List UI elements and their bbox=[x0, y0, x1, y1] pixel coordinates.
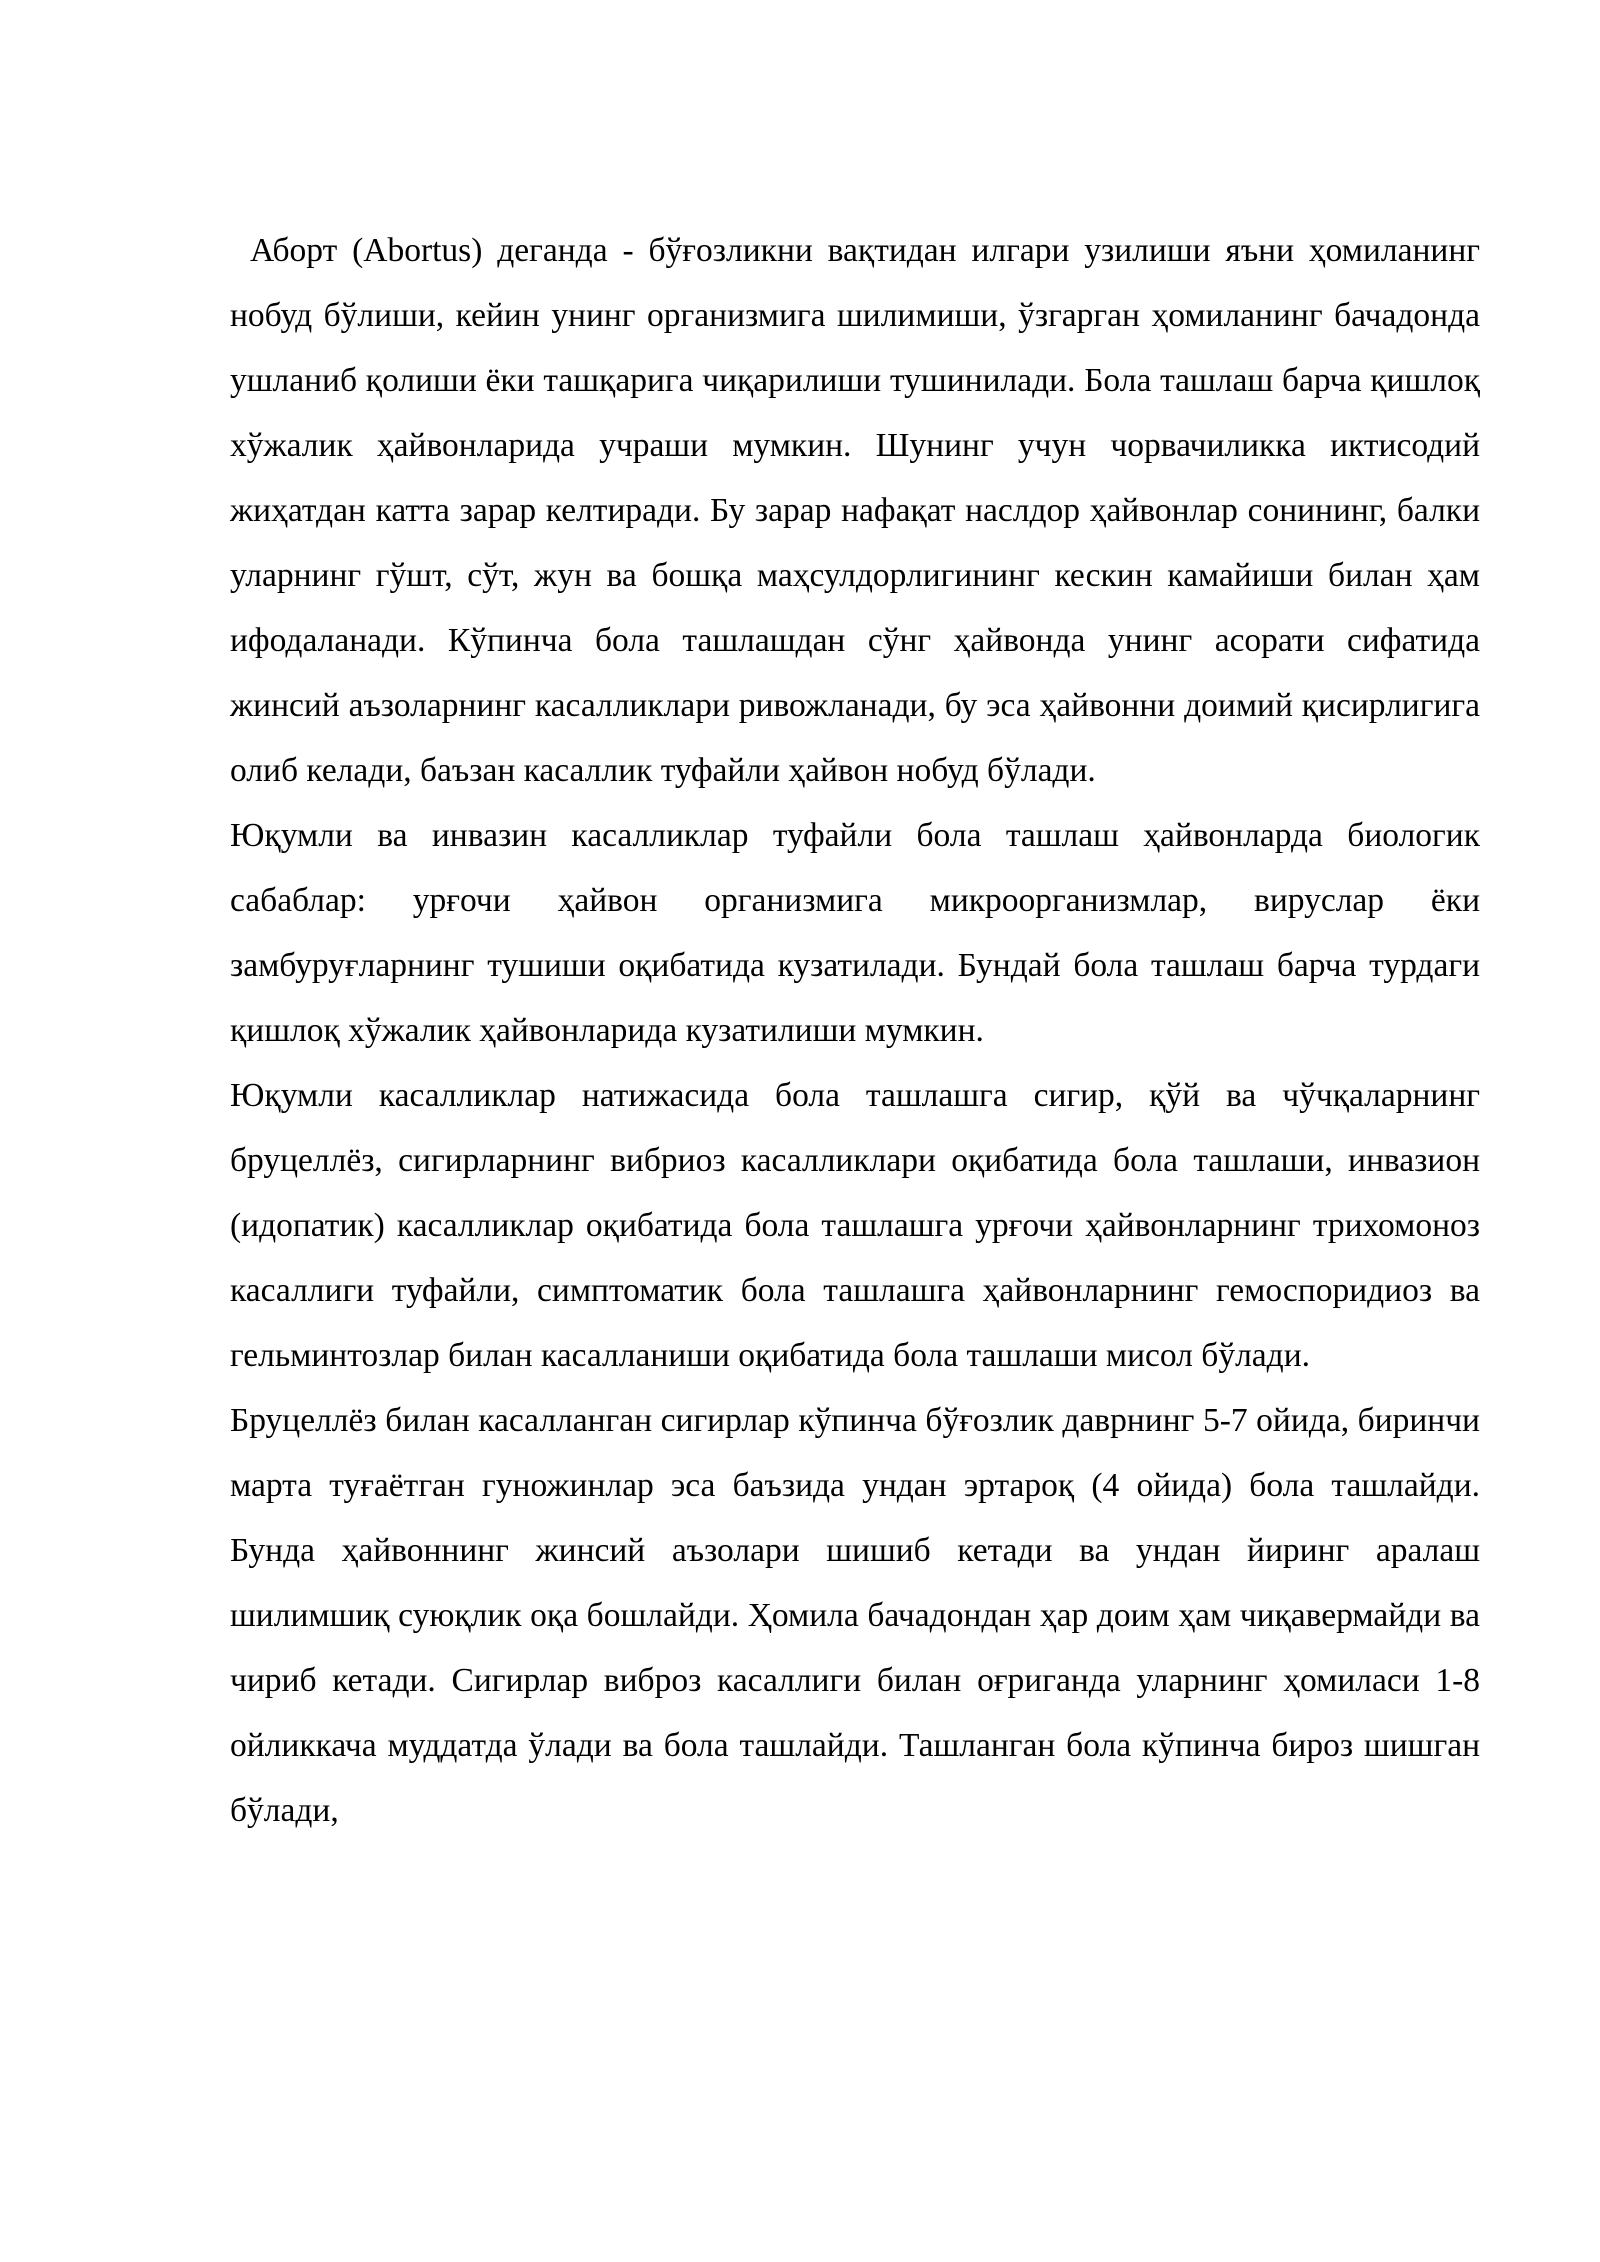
paragraph-infectious-causes: Юқумли ва инвазин касалликлар туфайли бола ташлаш ҳайвонларда биологик сабаблар: урғочи ҳайвон организмига микроорганизмлар, вируслар ёки замбуруғларнинг тушиши оқибатида кузатилади. Бундай бола ташлаш барча турдаги қишлоқ хўжалик ҳайвонларида кузатилиши мумкин. bbox=[230, 817, 1480, 1049]
paragraph-disease-examples: Юқумли касалликлар натижасида бола ташлашга сигир, қўй ва чўчқаларнинг бруцеллёз, сигирларнинг вибриоз касалликлари оқибатида бола ташлаши, инвазион (идопатик) касалликлар оқибатида бола ташлашга урғочи ҳайвонларнинг трихомоноз касаллиги туфайли, симптоматик бола ташлашга ҳайвонларнинг гемоспоридиоз ва гельминтозлар билан касалланиши оқибатида бола ташлаши мисол бўлади. bbox=[230, 1077, 1480, 1374]
paragraph-abortion-definition: Аборт (Abortus) деганда - бўғозликни вақтидан илгари узилиши яъни ҳомиланинг нобуд бўлиши, кейин унинг организмига шилимиши, ўзгарган ҳомиланинг бачадонда ушланиб қолиши ёки ташқарига чиқарилиши тушинилади. Бола ташлаш барча қишлоқ хўжалик ҳайвонларида учраши мумкин. Шунинг учун чорвачиликка иктисодий жиҳатдан катта зарар келтиради. Бу зарар нафақат наслдор ҳайвонлар сонининг, балки уларнинг гўшт, сўт, жун ва бошқа маҳсулдорлигининг кескин камайиши билан ҳам ифодаланади. Кўпинча бола ташлашдан сўнг ҳайвонда унинг асорати сифатида жинсий аъзоларнинг касалликлари ривожланади, бу эса ҳайвонни доимий қисирлигига олиб келади, баъзан касаллик туфайли ҳайвон нобуд бўлади. bbox=[230, 232, 1480, 789]
document-page bbox=[230, 218, 1480, 1843]
paragraph-brucellosis: Бруцеллёз билан касалланган сигирлар кўпинча бўғозлик даврнинг 5-7 ойида, биринчи марта туғаётган гуножинлар эса баъзида ундан эртароқ (4 ойида) бола ташлайди. Бунда ҳайвоннинг жинсий аъзолари шишиб кетади ва ундан йиринг аралаш шилимшиқ суюқлик оқа бошлайди. Ҳомила бачадондан ҳар доим ҳам чиқавермайди ва чириб кетади. Сигирлар виброз касаллиги билан оғриганда уларнинг ҳомиласи 1-8 ойликкача муддатда ўлади ва бола ташлайди. Ташланган бола кўпинча бироз шишган бўлади, bbox=[230, 1402, 1480, 1829]
